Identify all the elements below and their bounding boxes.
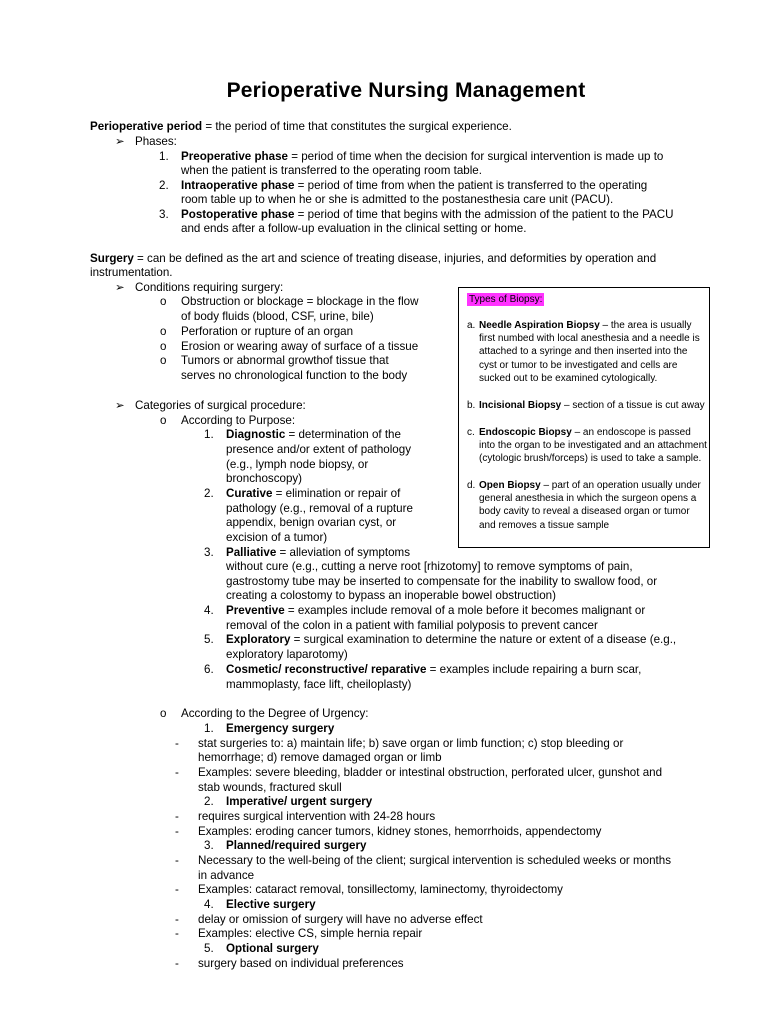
- condition-item: Perforation or rupture of an organ: [181, 325, 354, 338]
- urgency-heading: Imperative/ urgent surgery: [226, 795, 373, 808]
- arrow-bullet: ➢: [115, 135, 125, 148]
- urgency-heading: Elective surgery: [226, 898, 316, 911]
- surgery-definition: Surgery = can be defined as the art and science of treating disease, injuries, and deformities by operation and: [90, 252, 657, 265]
- urgency-heading: Optional surgery: [226, 942, 319, 955]
- condition-item: Erosion or wearing away of surface of a tissue: [181, 340, 419, 353]
- categories-label: Categories of surgical procedure:: [135, 399, 306, 412]
- surgery-term: Surgery: [90, 252, 134, 265]
- biopsy-title: Types of Biopsy:: [469, 294, 543, 305]
- purpose-item: Palliative = alleviation of symptoms: [226, 546, 410, 559]
- purpose-label: According to Purpose:: [181, 414, 296, 427]
- purpose-item: Diagnostic = determination of the: [226, 428, 401, 441]
- page-title: Perioperative Nursing Management: [226, 79, 586, 102]
- urgency-label: According to the Degree of Urgency:: [181, 707, 369, 720]
- periop-term: Perioperative period: [90, 120, 203, 133]
- arrow-bullet: ➢: [115, 281, 125, 294]
- biopsy-item: a. Needle Aspiration Biopsy – the area is usually first numbed with local anesthesia and a needle is attached to a syringe and then inserted into the cyst or tumor to be investigated and cells are sucked out to be examined cytologically.: [467, 320, 700, 384]
- biopsy-item: b. Incisional Biopsy – section of a tissue is cut away: [467, 400, 705, 411]
- urgency-heading: Planned/required surgery: [226, 839, 367, 852]
- phase-item: Intraoperative phase = period of time from when the patient is transferred to the operating: [181, 179, 648, 192]
- biopsy-item: c. Endoscopic Biopsy – an endoscope is passed into the organ to be investigated and an attachment (cytologic brush/forceps) is used to take a sample.: [467, 427, 707, 465]
- biopsy-box: [458, 287, 710, 548]
- purpose-item: Curative = elimination or repair of: [226, 487, 401, 500]
- purpose-item: Exploratory = surgical examination to determine the nature or extent of a disease (e.g.,: [226, 633, 677, 646]
- arrow-bullet: ➢: [115, 399, 125, 412]
- periop-definition: Perioperative period = the period of time that constitutes the surgical experience.: [90, 120, 512, 133]
- purpose-item: Cosmetic/ reconstructive/ reparative = examples include repairing a burn scar,: [226, 663, 642, 676]
- phases-label: Phases:: [135, 135, 177, 148]
- condition-item: Obstruction or blockage = blockage in the flow: [181, 295, 419, 308]
- condition-item: Tumors or abnormal growthof tissue that: [181, 354, 389, 367]
- biopsy-item: d. Open Biopsy – part of an operation usually under general anesthesia in which the surgeon opens a body cavity to reveal a diseased organ or tumor and removes a tissue sample: [467, 480, 701, 531]
- phase-item: Postoperative phase = period of time that begins with the admission of the patient to the PACU: [181, 208, 674, 221]
- document-page: Perioperative Nursing Management Perioperative period = the period of time that constitutes the surgical experience. ➢ Phases: 1. Preoperative phase = period of time when the decision for surgical intervention is made up to when the patient is transferred to the operating room table. 2. Intraoperative phase = period of time from when the patient is transferred to the operating room table up to when he or she is admitted to the postanesthesia care unit (PACU). 3. Postoperative phase = period of time that begins with the admission of the patient to the PACU and ends after a follow-up evaluation in the clinical setting or home. Surgery = can be defined as the art and science of treating disease, injuries, and deformities by operation and instrumentation. ➢ Conditions requiring surgery: o Obstruction or blockage = blockage in the flow of body fluids (blood, CSF, urine, bile) o Perforation or rupture of an organ o Erosion or wearing away of surface of a tissue o Tumors or abnormal growthof tissue that serves no chronological function to the body Types of Biopsy: a. Needle Aspiration Biopsy – the area is usually first numbed with local anesthesia and a needle is attached to a syringe and then inserted into the cyst or tumor to be investigated and cells are sucked out to be examined cytologically. b. Incisional Biopsy – section of a tissue is cut away c. Endoscopic Biopsy – an endoscope is passed into the organ to be investigated and an attachment (cytologic brush/forceps) is used to take a sample. d. Open Biopsy – part of an operation usually under general anesthesia in which the surgeon opens a body cavity to reveal a diseased organ or tumor and removes a tissue sample ➢ Categories of surgical procedure: o According to Purpose: 1. Diagnostic = determination of the presence and/or extent of pathology (e.g., lymph node biopsy, or bronchoscopy) 2. Curative = elimination or repair of pathology (e.g., removal of a rupture appendix, benign ovarian cyst, or excision of a tumor) 3. Palliative = alleviation of symptoms without cure (e.g., cutting a nerve root [rhizotomy] to remove symptoms of pain, gastrostomy tube may be inserted to compensate for the inability to swallow food, or creating a colostomy to bypass an inoperable bowel obstruction) 4. Preventive = examples include removal of a mole before it becomes malignant or removal of the colon in a patient with familial polyposis to prevent cancer 5. Exploratory = surgical examination to determine the nature or extent of a disease (e.g., exploratory laparotomy) 6. Cosmetic/ reconstructive/ reparative = examples include repairing a burn scar, mammoplasty, face lift, cheiloplasty) o According to the Degree of Urgency: 1. Emergency surgery - stat surgeries to: a) maintain life; b) save organ or limb function; c) stop bleeding or hemorrhage; d) remove damaged organ or limb - Examples: severe bleeding, bladder or intestinal obstruction, perforated ulcer, gunshot and stab wounds, fractured skull 2. Imperative/ urgent surgery - requires surgical intervention with 24-28 hours - Examples: eroding cancer tumors, kidney stones, hemorrhoids, appendectomy 3. Planned/required surgery - Necessary to the well-being of the client; surgical intervention is scheduled weeks or months in advance - Examples: cataract removal, tonsillectomy, laminectomy, thyroidectomy 4. Elective surgery - delay or omission of surgery will have no adverse effect - Examples: elective CS, simple hernia repair 5. Optional surgery - surgery based on individual preferences: [0, 0, 768, 1024]
- conditions-label: Conditions requiring surgery:: [135, 281, 284, 294]
- phase-item: Preoperative phase = period of time when the decision for surgical intervention is made up to: [181, 150, 664, 163]
- purpose-item: Preventive = examples include removal of a mole before it becomes malignant or: [226, 604, 646, 617]
- urgency-heading: Emergency surgery: [226, 722, 335, 735]
